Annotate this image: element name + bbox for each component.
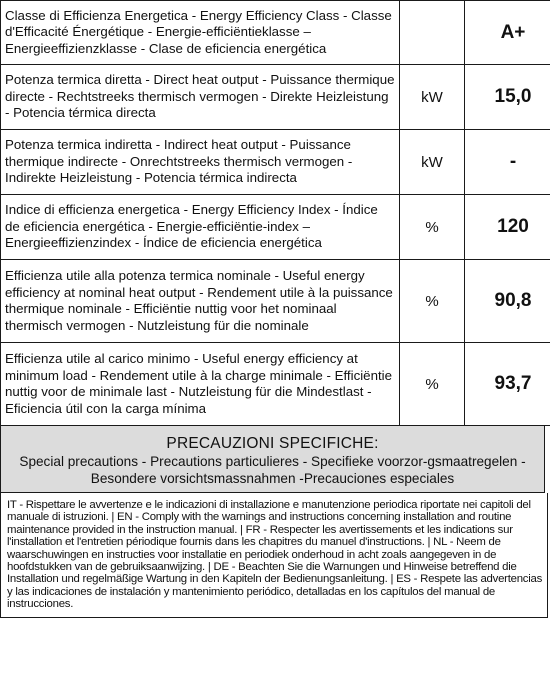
row-description: Efficienza utile al carico minimo - Useful energy efficiency at minimum load - Rendement utile à la charge minimale - Efficiëntie nuttig voor de minimale last - Nutzleistung für die Mindestlast - Eficiencia útil con la carga mínima <box>1 343 400 426</box>
row-description: Classe di Efficienza Energetica - Energy Efficiency Class - Classe d'Efficacité Énergétique - Energie-efficiëntieklasse – Energieeffizienzklasse - Clase de eficiencia energética <box>1 1 400 65</box>
row-unit: % <box>400 260 465 343</box>
precautions-subtitle: Special precautions - Precautions particulieres - Specifieke voorzor-gsmaatregelen - Besondere vorsichtsmassnahmen -Precauciones especiales <box>19 454 526 486</box>
table-row-efficiency-index <box>1 195 550 260</box>
table-row-energy-class <box>1 1 550 65</box>
table-row-indirect-heat-output <box>1 130 550 195</box>
precautions-section <box>0 426 545 493</box>
row-unit <box>400 1 465 65</box>
row-value: 120 <box>465 195 550 260</box>
row-unit: % <box>400 195 465 260</box>
row-unit: % <box>400 343 465 426</box>
row-description: Efficienza utile alla potenza termica nominale - Useful energy efficiency at nominal heat output - Rendement utile à la puissance thermique nominale - Efficiëntie nuttig voor het nominaal thermisch vermogen - Nutzleistung für die nominale <box>1 260 400 343</box>
row-value: 93,7 <box>465 343 550 426</box>
row-unit: kW <box>400 130 465 195</box>
table-row-nominal-efficiency <box>1 260 550 343</box>
row-value: - <box>465 130 550 195</box>
row-description: Potenza termica diretta - Direct heat output - Puissance thermique directe - Rechtstreeks thermisch vermogen - Direkte Heizleistung - Potencia térmica directa <box>1 65 400 130</box>
instructions-note: IT - Rispettare le avvertenze e le indicazioni di installazione e manutenzione periodica riportate nei capitoli del manuale di istruzioni. | EN - Comply with the warnings and instructions concerning installation and routine maintenance provided in the instruction manual. | FR - Respecter les avertissements et les indications sur l'installation et l'entretien périodique fournis dans les chapitres du manuel d'instructions. | NL - Neem de waarschuwingen en instructies voor installatie en periodiek onderhoud in acht zoals aangegeven in de hoofdstukken van de gebruiksaanwijzing. | DE - Beachten Sie die Warnungen und Hinweise betreffend die Installation und regelmäßige Wartung in den Kapiteln der Bedienungsanleitung. | ES - Respete las advertencias y las indicaciones de instalación y mantenimiento periódico, detalladas en los capítulos del manual de instrucciones. <box>0 493 548 618</box>
row-unit: kW <box>400 65 465 130</box>
row-description: Potenza termica indiretta - Indirect heat output - Puissance thermique indirecte - Onrechtstreeks thermisch vermogen - Indirekte Heizleistung - Potencia térmica indirecta <box>1 130 400 195</box>
row-description: Indice di efficienza energetica - Energy Efficiency Index - Índice de eficiencia energética - Energie-efficiëntie-index – Energieeffizienzindex - Índice de eficiencia energética <box>1 195 400 260</box>
row-value: A+ <box>465 1 550 65</box>
row-value: 15,0 <box>465 65 550 130</box>
table-row-minimum-load-efficiency <box>1 343 550 426</box>
precautions-title: PRECAUZIONI SPECIFICHE: <box>166 435 379 452</box>
table-row-direct-heat-output <box>1 65 550 130</box>
row-value: 90,8 <box>465 260 550 343</box>
